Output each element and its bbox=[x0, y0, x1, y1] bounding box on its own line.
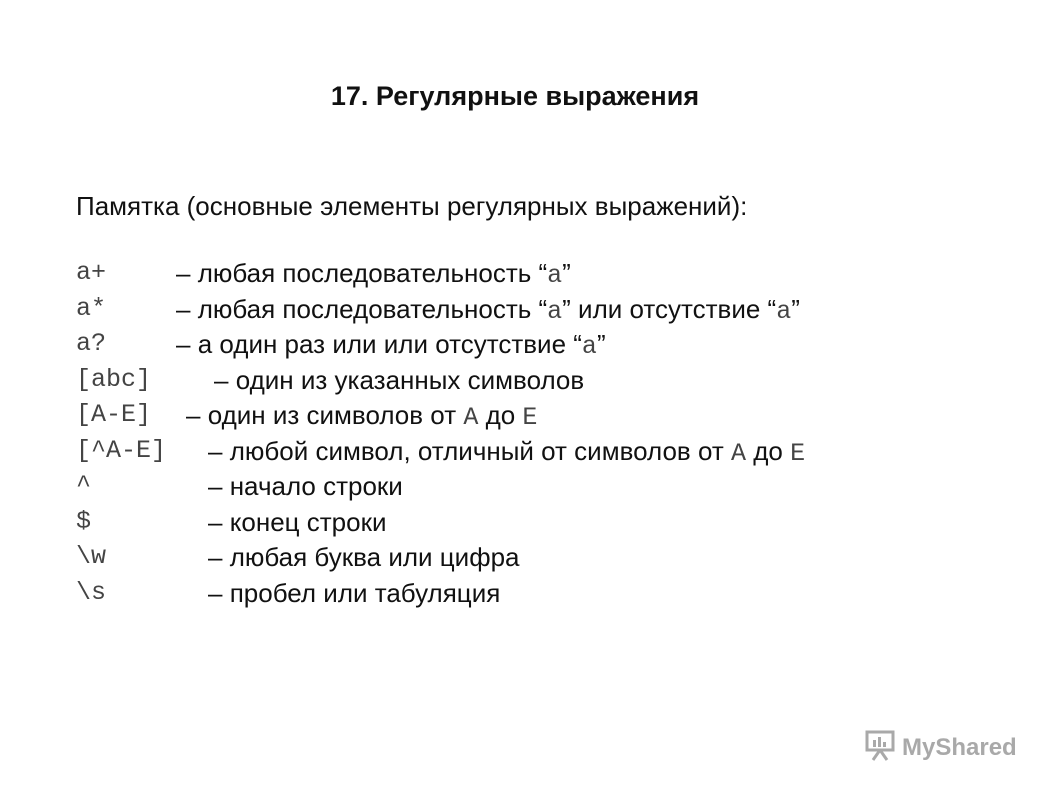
rule-description bbox=[208, 576, 500, 610]
rule-description bbox=[208, 469, 403, 503]
rule-text: ” bbox=[596, 329, 606, 359]
rule-text: начало строки bbox=[229, 471, 403, 501]
rule-pattern: \s bbox=[76, 577, 107, 607]
rule-pattern: [abc] bbox=[76, 364, 152, 394]
rule-text: пробел или табуляция bbox=[229, 577, 501, 608]
rule-text: ” bbox=[562, 258, 571, 288]
rule-pattern: \w bbox=[76, 542, 107, 571]
rule-dash: – bbox=[176, 293, 191, 324]
presentation-board-icon bbox=[864, 728, 898, 769]
rule-description bbox=[176, 327, 606, 364]
rule-text: ” или отсутствие “ bbox=[562, 293, 777, 324]
rule-pattern: [A-E] bbox=[76, 400, 152, 429]
rule-text: любой символ, отличный от символов от bbox=[229, 435, 731, 466]
rule-code: a bbox=[547, 296, 563, 326]
rule-dash: – bbox=[208, 471, 223, 501]
rule-description bbox=[176, 256, 571, 293]
rule-dash: – bbox=[208, 506, 223, 537]
rule-code: A bbox=[463, 403, 479, 432]
rule-pattern: a+ bbox=[76, 258, 107, 287]
rule-code: a bbox=[547, 261, 563, 290]
rule-description bbox=[186, 398, 537, 435]
rule-code: a bbox=[581, 332, 597, 361]
rule-dash: – bbox=[214, 364, 229, 395]
rule-description bbox=[208, 505, 387, 539]
rule-text: один из указанных символов bbox=[235, 364, 585, 395]
rule-text: любая последовательность “ bbox=[197, 293, 548, 324]
rule-dash: – bbox=[176, 329, 191, 359]
rule-code: A bbox=[730, 438, 746, 468]
rule-code: a bbox=[776, 296, 792, 326]
rule-dash: – bbox=[176, 258, 191, 288]
rule-description bbox=[214, 363, 584, 397]
slide-title: 17. Регулярные выражения bbox=[330, 81, 700, 111]
rule-description bbox=[176, 292, 800, 329]
rule-pattern: [^A-E] bbox=[76, 435, 167, 465]
rule-pattern: $ bbox=[76, 506, 92, 536]
rule-text: до bbox=[478, 400, 523, 430]
rule-code: E bbox=[522, 403, 538, 432]
intro-text: Памятка (основные элементы регулярных выражений): bbox=[76, 191, 748, 221]
rule-dash: – bbox=[186, 400, 201, 430]
rule-dash: – bbox=[208, 435, 223, 466]
rule-description bbox=[208, 434, 805, 471]
rule-code: E bbox=[790, 438, 806, 468]
rule-text: до bbox=[745, 435, 791, 466]
rule-text: конец строки bbox=[229, 506, 387, 537]
rule-text: ” bbox=[791, 293, 800, 324]
rule-text: один из символов от bbox=[207, 400, 464, 430]
rule-description bbox=[208, 540, 520, 574]
rule-dash: – bbox=[208, 577, 223, 608]
rule-text: а один раз или или отсутствие “ bbox=[197, 329, 582, 359]
rule-dash: – bbox=[208, 542, 223, 572]
rule-text: любая буква или цифра bbox=[229, 542, 520, 572]
rule-text: любая последовательность “ bbox=[197, 258, 548, 288]
rule-pattern: a? bbox=[76, 329, 107, 358]
rule-pattern: ^ bbox=[76, 471, 92, 500]
rule-pattern: a* bbox=[76, 293, 107, 323]
watermark bbox=[864, 728, 1017, 768]
watermark-text: MyShared bbox=[902, 734, 1017, 761]
